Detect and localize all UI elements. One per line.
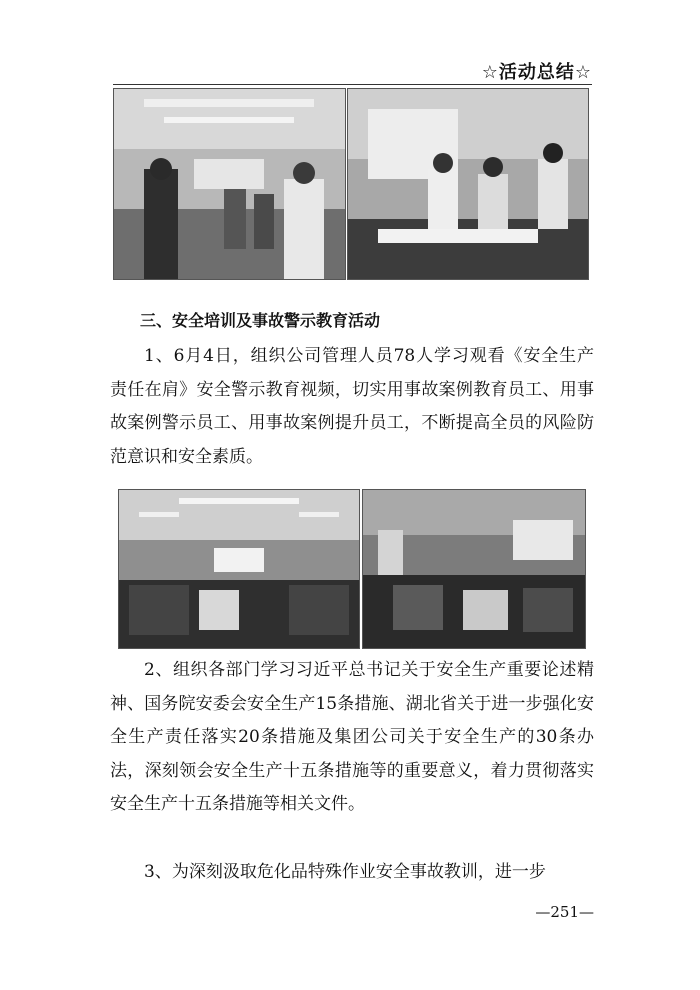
paragraph-3: 3、为深刻汲取危化品特殊作业安全事故教训，进一步 bbox=[144, 862, 546, 882]
photo-lecture-room bbox=[362, 489, 586, 649]
paragraph-1: 1、6月4日，组织公司管理人员78人学习观看《安全生产 责任在肩》安全警示教育视频，切实用事故案例教育员工、用事故案例警示员工、用事故案例提升员工，不断提高全员的风险防范意识和安全素质。 bbox=[110, 346, 611, 467]
photo-signing-banner bbox=[347, 88, 589, 280]
page-header-title: ☆活动总结☆ bbox=[481, 62, 592, 83]
photo-standing-meeting bbox=[113, 88, 346, 280]
section-heading: 三、安全培训及事故警示教育活动 bbox=[140, 311, 381, 330]
page-number: —251— bbox=[535, 903, 594, 921]
photo-training-hall bbox=[118, 489, 360, 649]
paragraph-2: 2、组织各部门学习习近平总书记关于安全生产重要论述精神、国务院安委会安全生产15条措施、湖北省关于进一步强化安全生产责任落实20条措施及集团公司关于安全生产的30条办法，深刻领会安全生产十五条措施等的重要意义，着力贯彻落实安全生产十五条措施等相关文件。 bbox=[110, 660, 594, 814]
header-divider bbox=[113, 84, 592, 85]
